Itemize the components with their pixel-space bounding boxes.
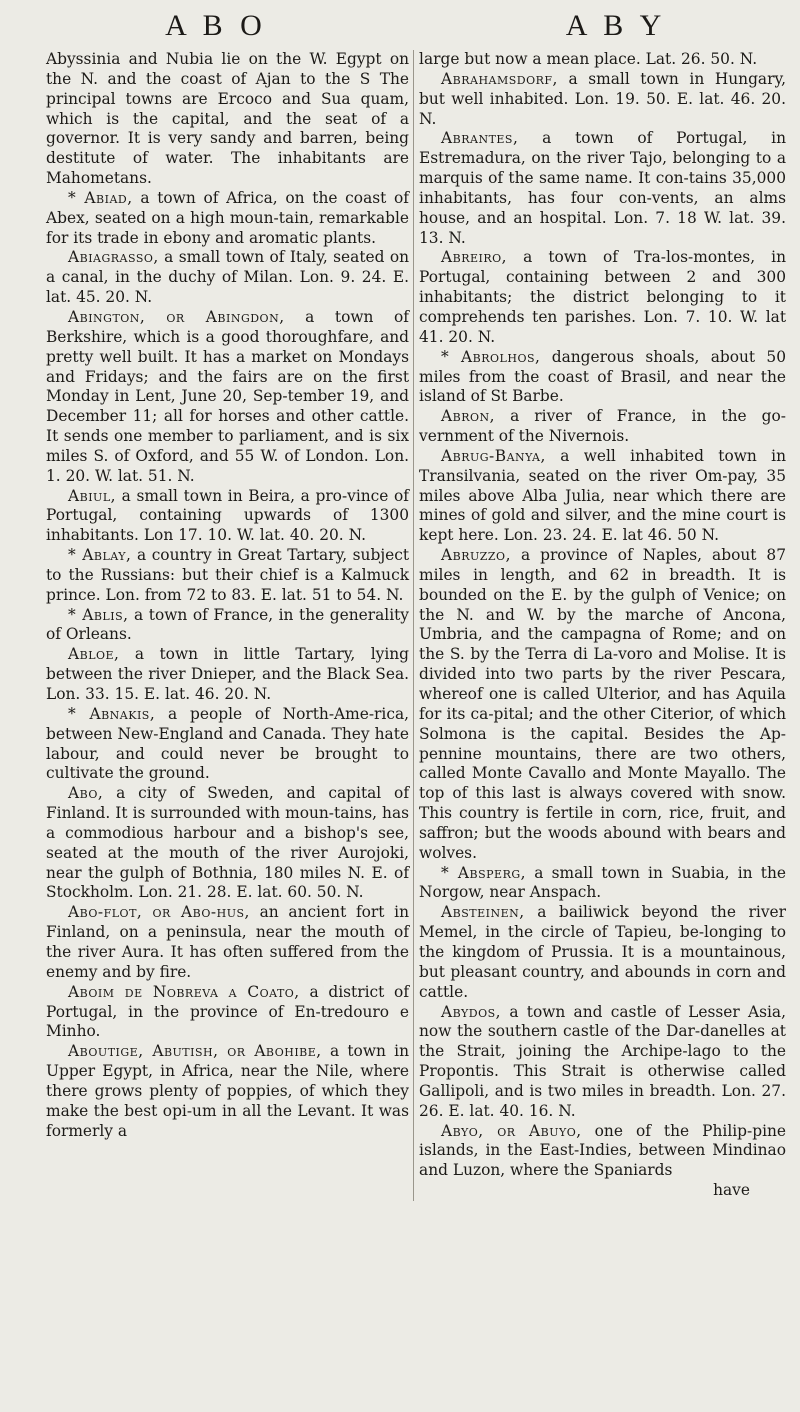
entry-headword: * Ablis, — [68, 605, 129, 624]
right-column — [414, 50, 786, 1201]
entry-text: a town of Tra-los-montes, in Portugal, containing between 2 and 300 inhabitants; the district belonging to it comprehends ten parishes. Lon. 7. 10. W. lat 41. 20. N. — [419, 248, 786, 346]
gazetteer-entry — [46, 50, 409, 189]
entry-text: a town of Africa, on the coast of Abex, seated on a high moun-tain, remarkable for its trade in ebony and aromatic plants. — [46, 188, 410, 247]
entry-headword: * Abnakis, — [68, 704, 156, 723]
entry-headword: Abrug-Banya, — [441, 446, 546, 465]
entry-text: a country in Great Tartary, subject to the Russians: but their chief is a Kalmuck prince. Lon. from 72 to 83. E. lat. 51 to 54. N. — [46, 546, 410, 604]
entry-headword: * Abiad, — [68, 188, 133, 207]
entry-text: a small town of Italy, seated on a canal, in the duchy of Milan. Lon. 9. 24. E. lat. 45. 20. N. — [46, 248, 410, 307]
entry-headword: Absteinen, — [441, 903, 525, 922]
gazetteer-entry — [419, 50, 786, 70]
entry-headword: Abiagrasso, — [68, 248, 159, 267]
gazetteer-entry — [46, 784, 409, 903]
entry-headword: Aboutige, Abutish, or Abohibe, — [68, 1042, 322, 1061]
gazetteer-entry — [419, 348, 786, 408]
entry-text: a river of France, in the go-vernment of the Nivernois. — [419, 407, 786, 446]
entry-text: a town of Berkshire, which is a good thoroughfare, and pretty well built. It has a market on Mondays and Fridays; and the fairs are on the first Monday in Lent, June 20, Sep-tember 19, and December 11; all for horses and other cattle. It sends one member to parliament, and is six miles S. of Oxford, and 55 W. of London. Lon. 1. 20. W. lat. 51. N. — [46, 307, 410, 485]
gazetteer-entry — [46, 606, 409, 646]
entry-headword: Abyo, or Abuyo, — [441, 1121, 582, 1140]
gazetteer-entry — [419, 129, 786, 248]
entry-text: a city of Sweden, and capital of Finland. It is surrounded with moun-tains, has a commodious harbour and a bishop's see, seated at the mouth of the river Aurojoki, near the gulph of Bothnia, 180 miles N. E. of Stockholm. Lon. 21. 28. E. lat. 60. 50. N. — [46, 784, 410, 902]
gazetteer-entry — [419, 864, 786, 904]
gazetteer-entry — [46, 308, 409, 487]
gazetteer-entry — [419, 407, 786, 447]
gazetteer-entry — [419, 1122, 786, 1182]
entry-headword: Abo, — [68, 784, 104, 803]
gazetteer-entry — [419, 447, 786, 546]
running-header — [46, 4, 786, 50]
gazetteer-entry — [46, 487, 409, 547]
entry-text: a district of Portugal, in the province of En-tredouro e Minho. — [46, 982, 410, 1041]
entry-headword: * Ablay, — [68, 546, 132, 565]
text-columns — [46, 50, 786, 1201]
entry-headword: Abydos, — [441, 1002, 502, 1021]
entry-text: a province of Naples, about 87 miles in length, and 62 in breadth. It is bounded on the E. by the gulph of Venice; on the N. and W. by the marche of Ancona, Umbria, and the campagna of Rome; and on the S. by the Terra di La-voro and Molise. It is divided into two parts by the river Pescara, whereof one is called Ulterior, and has Aquila for its ca-pital; and the other Citerior, of which Solmona is the capital. Besides the Ap-pennine mountains, there are two others, called Monte Cavallo and Monte Mayallo. The top of this last is always covered with snow. This country is fertile in corn, rice, fruit, and saffron; but the woods abound with bears and wolves. — [419, 546, 786, 862]
gazetteer-entry — [419, 903, 786, 1002]
entry-text: Abyssinia and Nubia lie on the W. Egypt on the N. and the coast of Ajan to the S The principal towns are Ercoco and Sua quam, which is the capital, and the seat of a governor. It is very sandy and barren, being destitute of water. The inhabitants are Mahometans. — [46, 50, 410, 188]
entry-headword: Abron, — [441, 407, 496, 426]
gazetteer-entry — [419, 546, 786, 864]
entry-text: a small town in Beira, a pro-vince of Portugal, containing upwards of 1300 inhabitants. Lon 17. 10. W. lat. 40. 20. N. — [46, 486, 410, 545]
entry-text: a bailiwick beyond the river Memel, in the circle of Tapieu, be-longing to the kingdom of Prussia. It is a mountainous, but pleasant country, and abounds in corn and cattle. — [419, 903, 786, 1001]
entry-headword: Abrahamsdorf, — [441, 69, 558, 88]
entry-text: a town in little Tartary, lying between the river Dnieper, and the Black Sea. Lon. 33. 15. E. lat. 46. 20. N. — [46, 645, 410, 703]
entry-headword: * Abrolhos, — [441, 347, 541, 366]
entry-text: a town and castle of Lesser Asia, now the southern castle of the Dar-danelles at the Strait, joining the Archipe-lago to the Propontis. This Strait is otherwise called Gallipoli, and is two miles in breadth. Lon. 27. 26. E. lat. 40. 16. N. — [419, 1002, 786, 1120]
entry-headword: Abo-flot, or Abo-hus, — [68, 903, 250, 922]
entry-headword: Abruzzo, — [441, 546, 511, 565]
entry-text: a well inhabited town in Transilvania, seated on the river Om-pay, 35 miles above Alba Julia, near which there are mines of gold and silver, and the mine court is kept here. Lon. 23. 24. E. lat 46. 50 N. — [419, 446, 786, 545]
gazetteer-entry — [46, 983, 409, 1043]
entry-text: a people of North-Ame-rica, between New-England and Canada. They hate labour, and could never be brought to cultivate the ground. — [46, 704, 410, 783]
entry-text: a small town in Suabia, in the Norgow, near Anspach. — [419, 863, 786, 902]
gazetteer-entry — [419, 70, 786, 130]
gazetteer-entry — [46, 1042, 409, 1141]
catchword: have — [713, 1181, 750, 1200]
entry-text: an ancient fort in Finland, on a peninsula, near the mouth of the river Aura. It has often suffered from the enemy and by fire. — [46, 903, 410, 981]
gazetteer-entry — [46, 248, 409, 308]
entry-headword: Abreiro, — [441, 248, 508, 267]
header-left: A B O — [165, 9, 267, 42]
gazetteer-entry — [46, 645, 409, 705]
gazetteer-entry — [419, 1003, 786, 1122]
header-right: A B Y — [565, 9, 667, 42]
entry-headword: Aboim de Nobreva a Coato, — [68, 982, 300, 1001]
entry-text: a town in Upper Egypt, in Africa, near the Nile, where there grows plenty of poppies, of which they make the best opi-um in all the Levant. It was formerly a — [46, 1042, 410, 1140]
left-column — [46, 50, 414, 1201]
entry-headword: * Absperg, — [441, 863, 527, 882]
gazetteer-entry — [46, 705, 409, 784]
gazetteer-entry — [46, 189, 409, 249]
gazetteer-entry — [419, 248, 786, 347]
entry-text: a town of France, in the generality of Orleans. — [46, 605, 409, 644]
entry-text: a small town in Hungary, but well inhabited. Lon. 19. 50. E. lat. 46. 20. N. — [419, 69, 786, 128]
entry-text: dangerous shoals, about 50 miles from the coast of Brasil, and near the island of St Barbe. — [419, 347, 786, 406]
entry-text: a town of Portugal, in Estremadura, on the river Tajo, belonging to a marquis of the same name. It con-tains 35,000 inhabitants, has four con-vents, an alms house, and an hospital. Lon. 7. 18 W. lat. 39. 13. N. — [419, 129, 786, 247]
entry-headword: Abrantes, — [441, 129, 519, 148]
entry-headword: Abloe, — [68, 645, 120, 664]
entry-text: large but now a mean place. Lat. 26. 50. N. — [419, 50, 758, 68]
gazetteer-entry — [46, 903, 409, 982]
entry-headword: Abiul, — [68, 486, 117, 505]
entry-text: one of the Philip-pine islands, in the East-Indies, between Mindinao and Luzon, where the Spaniards — [419, 1121, 787, 1180]
gazetteer-entry — [46, 546, 409, 606]
entry-headword: Abington, or Abingdon, — [68, 307, 285, 326]
